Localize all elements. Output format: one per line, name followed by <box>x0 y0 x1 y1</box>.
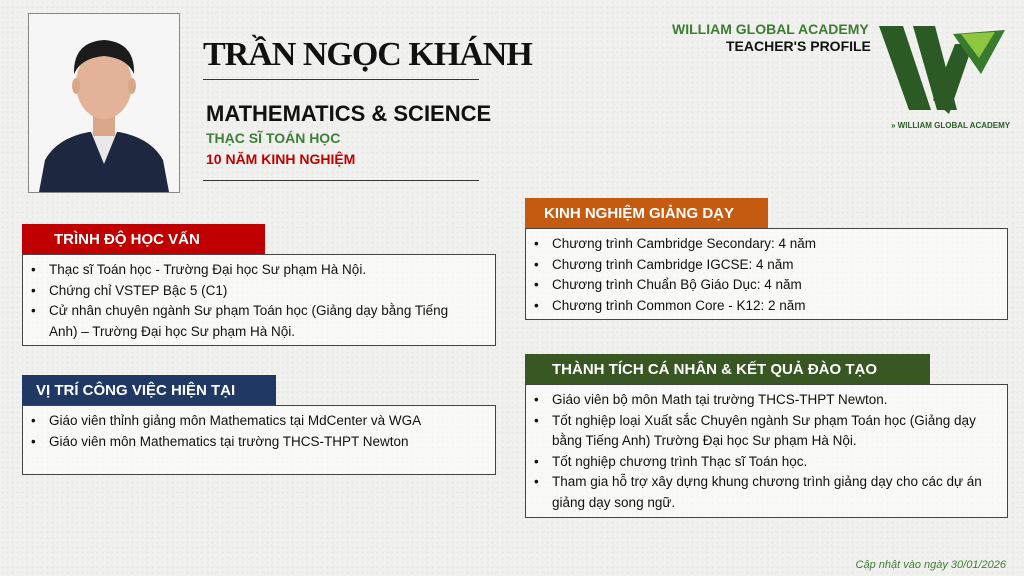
list-item: • Thạc sĩ Toán học - Trường Đại học Sư phạm Hà Nội. <box>23 260 495 281</box>
teacher-degree: THẠC SĨ TOÁN HỌC <box>206 130 341 146</box>
education-header: TRÌNH ĐỘ HỌC VẤN <box>22 224 265 254</box>
list-item: • Chương trình Chuẩn Bộ Giáo Dục: 4 năm <box>526 275 1007 296</box>
logo-caption-text: WILLIAM GLOBAL ACADEMY <box>897 121 1011 130</box>
experience-header: KINH NGHIỆM GIẢNG DẠY <box>525 198 768 228</box>
list-item: • Chương trình Common Core - K12: 2 năm <box>526 296 1007 317</box>
position-header: VỊ TRÍ CÔNG VIỆC HIỆN TẠI <box>22 375 276 405</box>
list-item: • Tham gia hỗ trợ xây dựng khung chương trình giảng dạy cho các dự án giảng dạy song ngữ. <box>526 472 1007 513</box>
teacher-subject: MATHEMATICS & SCIENCE <box>206 101 492 126</box>
list-item: • Giáo viên bộ môn Math tại trường THCS-THPT Newton. <box>526 390 1007 411</box>
divider <box>203 180 479 181</box>
education-list <box>23 260 495 342</box>
position-list <box>23 411 495 452</box>
profile-subtitle: TEACHER'S PROFILE <box>726 38 871 54</box>
experience-box <box>525 228 1008 320</box>
teacher-photo <box>28 13 180 193</box>
list-item: • Chương trình Cambridge IGCSE: 4 năm <box>526 255 1007 276</box>
academy-logo-icon <box>877 22 1007 117</box>
list-item: • Giáo viên thỉnh giảng môn Mathematics tại MdCenter và WGA <box>23 411 495 432</box>
achievements-header: THÀNH TÍCH CÁ NHÂN & KẾT QUẢ ĐÀO TẠO <box>525 354 930 384</box>
list-item: • Tốt nghiệp loại Xuất sắc Chuyên ngành Sư phạm Toán học (Giảng dạy bằng Tiếng Anh) Trường Đại học Sư phạm Hà Nội. <box>526 411 1007 452</box>
updated-date: Cập nhật vào ngày 30/01/2026 <box>855 559 1006 571</box>
logo-caption: » WILLIAM GLOBAL ACADEMY <box>891 121 1011 130</box>
list-item: • Chương trình Cambridge Secondary: 4 năm <box>526 234 1007 255</box>
divider <box>203 79 479 80</box>
achievements-list <box>526 390 1007 513</box>
teacher-name: TRẦN NGỌC KHÁNH <box>203 36 532 73</box>
achievements-box <box>525 384 1008 518</box>
list-item: • Chứng chỉ VSTEP Bậc 5 (C1) <box>23 281 495 302</box>
academy-name: WILLIAM GLOBAL ACADEMY <box>672 21 869 37</box>
list-item: • Giáo viên môn Mathematics tại trường THCS-THPT Newton <box>23 432 495 453</box>
education-box <box>22 254 496 346</box>
list-item: • Cử nhân chuyên ngành Sư phạm Toán học (Giảng dạy bằng Tiếng Anh) – Trường Đại học Sư phạm Hà Nội. <box>23 301 495 342</box>
list-item: • Tốt nghiệp chương trình Thạc sĩ Toán học. <box>526 452 1007 473</box>
experience-list <box>526 234 1007 316</box>
position-box <box>22 405 496 475</box>
teacher-portrait-image <box>29 14 179 192</box>
teacher-experience-years: 10 NĂM KINH NGHIỆM <box>206 151 356 167</box>
